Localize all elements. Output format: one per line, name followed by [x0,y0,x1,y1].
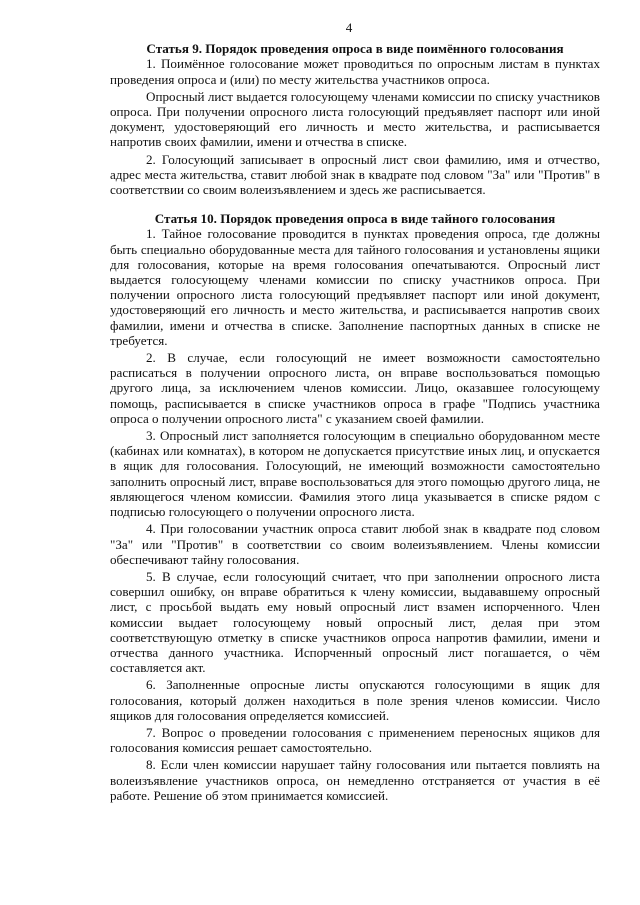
article-10-paragraph: 1. Тайное голосование проводится в пунктах проведения опроса, где должны быть специально оборудованные места для тайного голосования и установлены ящики для голосования, которые на время голосования опечатываются. Опросный лист выдается голосующему членами комиссии по списку участников опроса. При получении опросного листа голосующий предъявляет паспорт или иной документ, удостоверяющий его личность и место жительства, и расписывается напротив своих фамилии, имени и отчества в списке. Заполнение паспортных данных в списке не требуется. [110,226,600,348]
article-9 [110,41,600,197]
article-10-paragraph: 6. Заполненные опросные листы опускаются голосующими в ящик для голосования, который должен находиться в поле зрения членов комиссии. Число ящиков для голосования определяется комиссией. [110,677,600,723]
article-9-paragraph: 1. Поимённое голосование может проводиться по опросным листам в пунктах проведения опроса и (или) по месту жительства участников опроса. [110,56,600,87]
article-9-paragraph: 2. Голосующий записывает в опросный лист свои фамилию, имя и отчество, адрес места жительства, ставит любой знак в квадрате под словом "За" или "Против" в соответствии со своим волеизъявлением и здесь же расписывается. [110,151,600,198]
article-10 [110,211,600,803]
article-10-paragraph: 2. В случае, если голосующий не имеет возможности самостоятельно расписаться в получении опросного листа, он вправе воспользоваться помощью другого лица, за исключением членов комиссии. Лицо, оказавшее голосующему помощь, расписывается в списке участников опроса в графе "Подпись участника опроса о получении опросного листа" с указанием своей фамилии. [110,350,600,426]
article-10-paragraph: 3. Опросный лист заполняется голосующим в специально оборудованном месте (кабинах или комнатах), в котором не допускается присутствие иных лиц, и опускается в ящик для голосования. Голосующий, не имеющий возможности самостоятельно заполнить опросный лист, вправе воспользоваться для этого помощью другого лица, не являющегося членом комиссии. Фамилия этого лица указывается в списке рядом с подписью голосующего о получении опросного листа. [110,428,600,520]
article-9-title: Статья 9. Порядок проведения опроса в виде поимённого голосования [146,41,564,57]
article-10-paragraph: 5. В случае, если голосующий считает, что при заполнении опросного листа совершил ошибку, он вправе обратиться к члену комиссии, выдававшему опросный лист, с просьбой выдать ему новый опросный лист взамен испорченного. Член комиссии выдает голосующему новый опросный лист, делая при этом соответствующую отметку в списке участников опроса напротив фамилии, имени и отчества данного участника. Испорченный опросный лист погашается, о чём составляется акт. [110,568,600,676]
article-10-title: Статья 10. Порядок проведения опроса в виде тайного голосования [154,211,556,227]
page-number: 4 [345,20,353,35]
article-10-paragraph: 7. Вопрос о проведении голосования с применением переносных ящиков для голосования комиссия решает самостоятельно. [110,724,600,756]
article-10-paragraph: 8. Если член комиссии нарушает тайну голосования или пытается повлиять на волеизъявление участников опроса, он немедленно отстраняется от участия в её работе. Решение об этом принимается комиссией. [110,757,600,803]
article-9-paragraph: Опросный лист выдается голосующему членами комиссии по списку участников опроса. При получении опросного листа голосующий предъявляет паспорт или иной документ, удостоверяющий его личность и место жительства, и расписывается напротив своих фамилии, имени и отчества в списке. [110,88,600,150]
article-10-paragraph: 4. При голосовании участник опроса ставит любой знак в квадрате под словом "За" или "Против" в соответствии со своим волеизъявлением. Члены комиссии обеспечивают тайну голосования. [110,521,600,567]
